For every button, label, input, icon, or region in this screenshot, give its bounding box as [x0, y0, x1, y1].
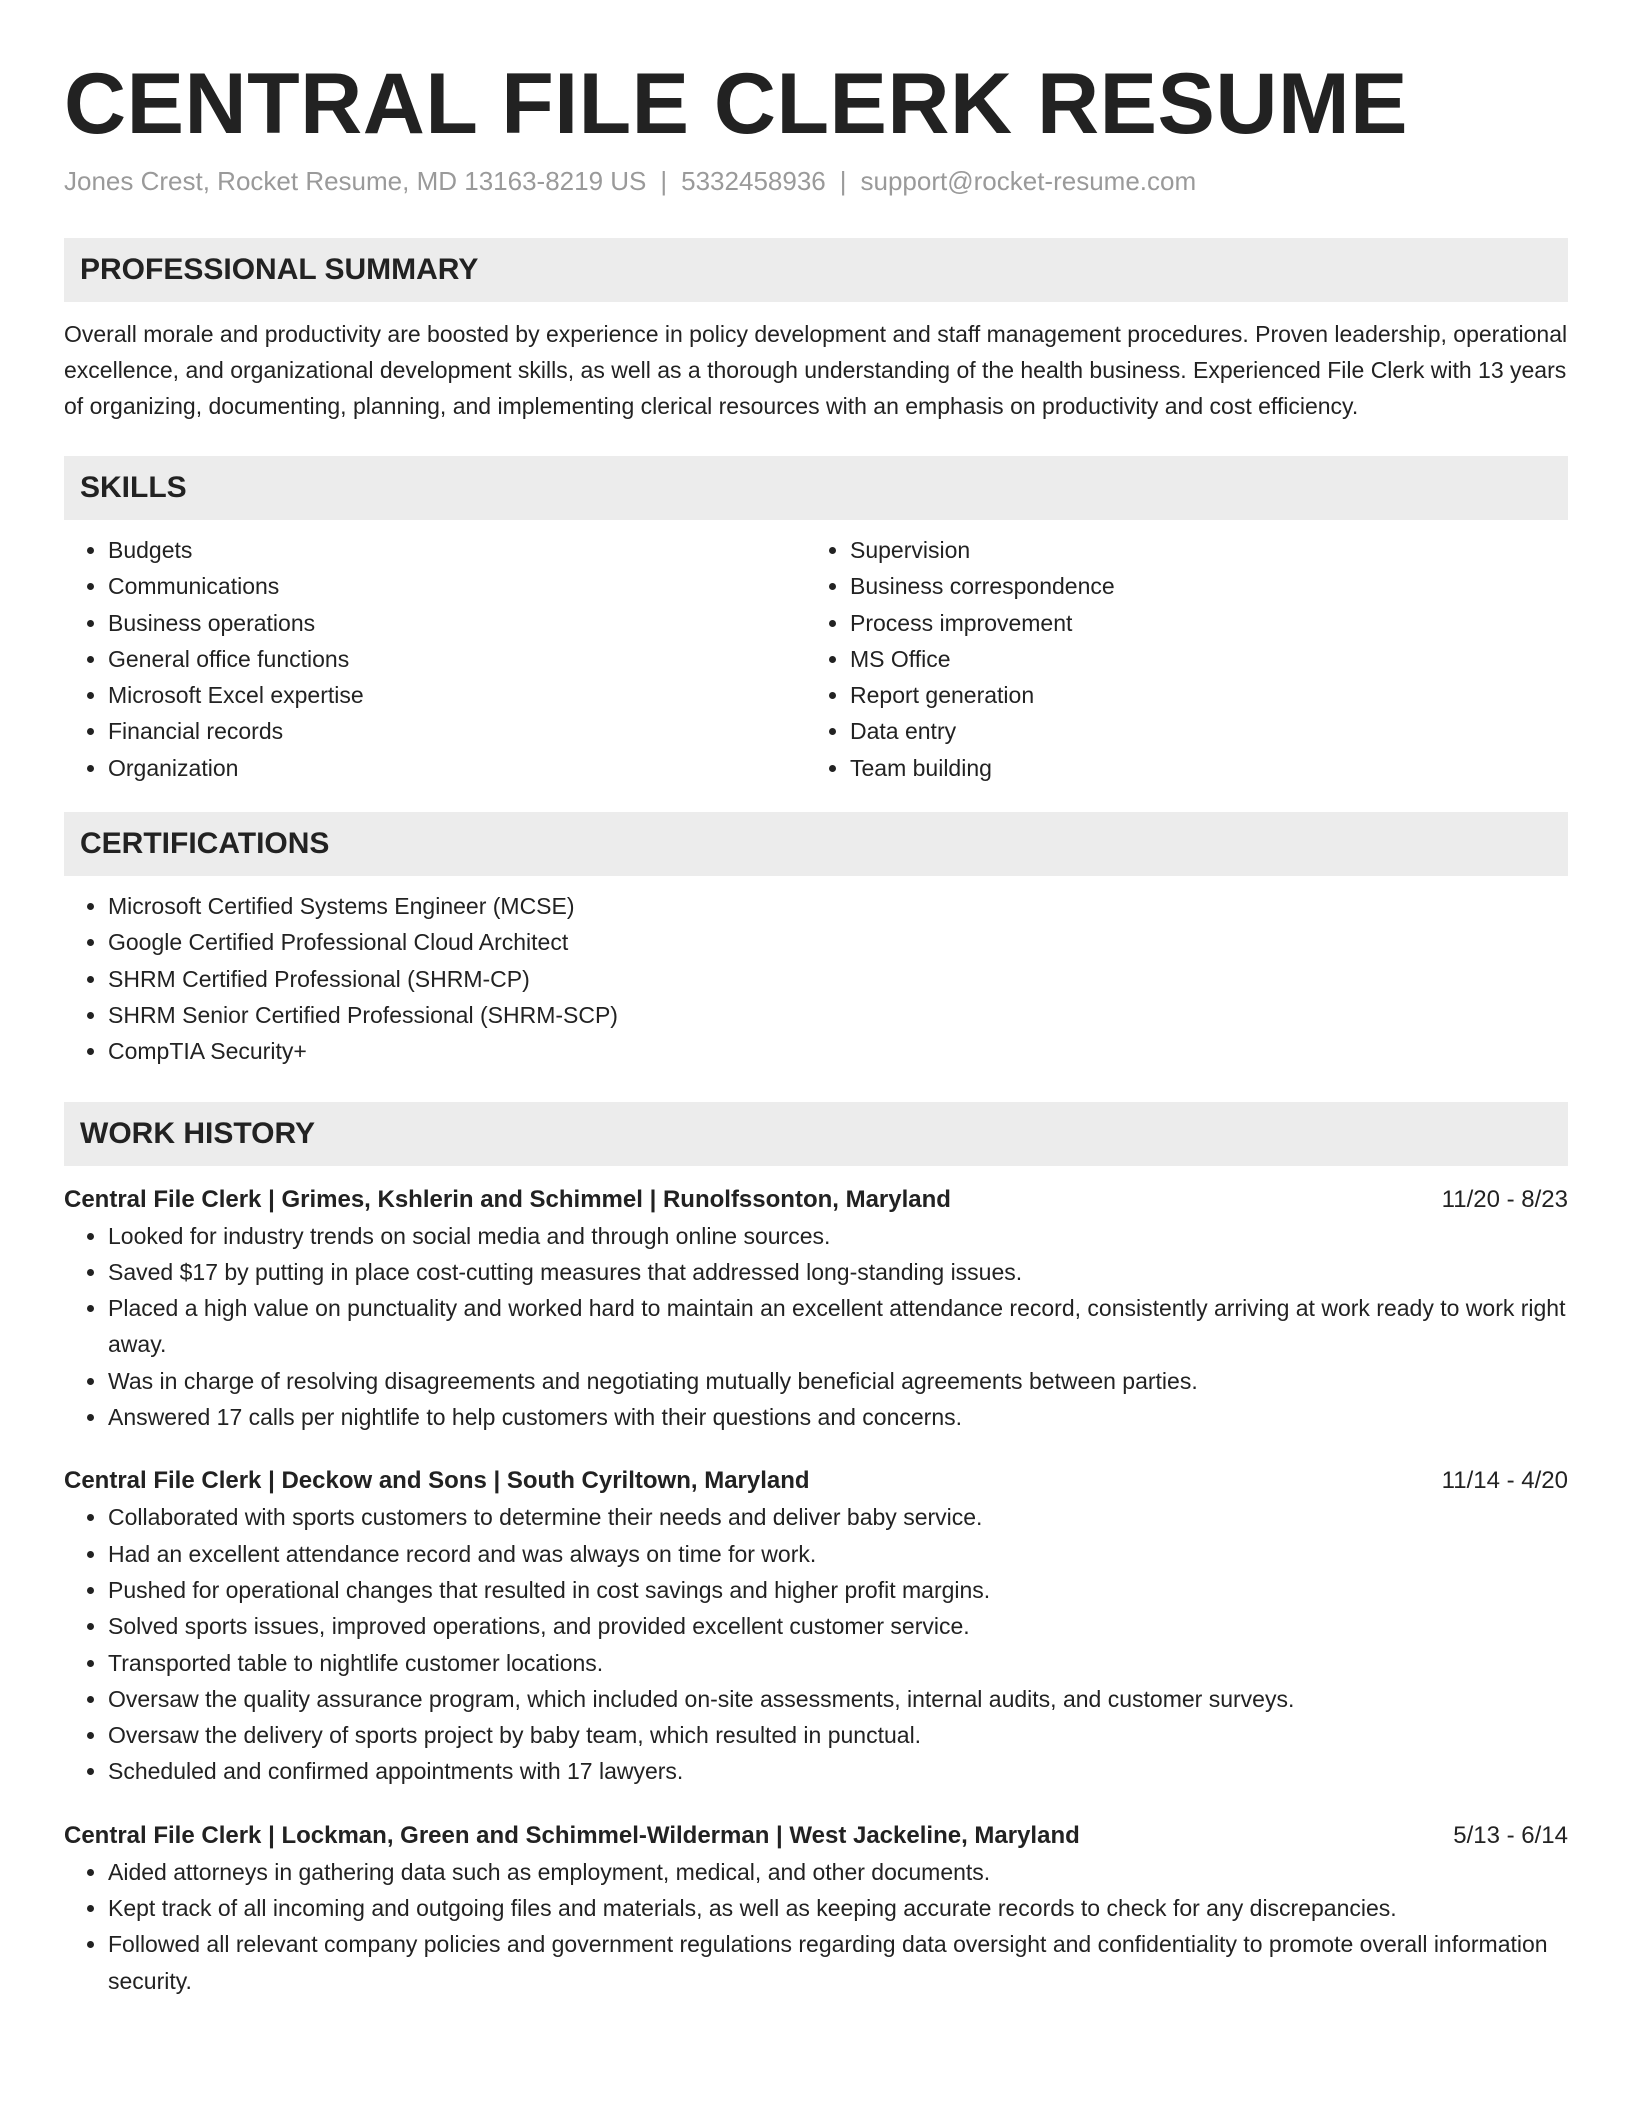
skills-section	[64, 456, 1568, 786]
job-entry	[64, 1182, 1568, 1436]
job-bullet: • Oversaw the quality assurance program, which included on-site assessments, internal audits, and customer surveys.	[108, 1681, 1568, 1717]
job-bullet: • Placed a high value on punctuality and worked hard to maintain an excellent attendance record, consistently arriving at work ready to work right away.	[108, 1290, 1568, 1363]
job-bullet: • Collaborated with sports customers to determine their needs and deliver baby service.	[108, 1499, 1568, 1535]
contact-phone: 5332458936	[681, 166, 826, 196]
contact-address: Jones Crest, Rocket Resume, MD 13163-8219 US	[64, 166, 647, 196]
job-bullet: • Aided attorneys in gathering data such as employment, medical, and other documents.	[108, 1854, 1568, 1890]
job-entry	[64, 1818, 1568, 1999]
skill-item: • General office functions	[108, 641, 806, 677]
job-bullets	[64, 1854, 1568, 1999]
job-header	[64, 1182, 1568, 1218]
job-bullet: • Answered 17 calls per nightlife to help customers with their questions and concerns.	[108, 1399, 1568, 1435]
job-header	[64, 1818, 1568, 1854]
job-bullet: • Solved sports issues, improved operations, and provided excellent customer service.	[108, 1608, 1568, 1644]
job-dates: 11/20 - 8/23	[1441, 1185, 1568, 1213]
certification-item: • SHRM Senior Certified Professional (SHRM-SCP)	[108, 997, 1568, 1033]
job-entry	[64, 1463, 1568, 1789]
skill-item: • Data entry	[850, 713, 1548, 749]
skills-heading: SKILLS	[64, 456, 1568, 520]
skill-item: • Team building	[850, 750, 1548, 786]
skill-item: • Business operations	[108, 605, 806, 641]
job-dates: 11/14 - 4/20	[1441, 1467, 1568, 1495]
contact-line	[64, 164, 1568, 198]
contact-separator: |	[839, 166, 847, 196]
job-dates: 5/13 - 6/14	[1453, 1821, 1568, 1849]
work-history-section	[64, 1102, 1568, 1999]
job-bullet: • Scheduled and confirmed appointments with 17 lawyers.	[108, 1753, 1568, 1789]
contact-email[interactable]: support@rocket-resume.com	[860, 166, 1197, 196]
skill-item: • Process improvement	[850, 605, 1548, 641]
certifications-list	[64, 888, 1568, 1069]
job-bullet: • Kept track of all incoming and outgoing files and materials, as well as keeping accurate records to check for any discrepancies.	[108, 1890, 1568, 1926]
job-bullets	[64, 1499, 1568, 1789]
skill-item: • Financial records	[108, 713, 806, 749]
job-bullet: • Was in charge of resolving disagreements and negotiating mutually beneficial agreements between parties.	[108, 1363, 1568, 1399]
summary-text: Overall morale and productivity are boosted by experience in policy development and staff management procedures. Proven leadership, operational excellence, and organizational development skills, as well as a thorough understanding of the health business. Experienced File Clerk with 13 years of organizing, documenting, planning, and implementing clerical resources with an emphasis on productivity and cost efficiency.	[64, 321, 1568, 419]
job-bullet: • Saved $17 by putting in place cost-cutting measures that addressed long-standing issues.	[108, 1254, 1568, 1290]
job-bullet: • Transported table to nightlife customer locations.	[108, 1645, 1568, 1681]
contact-separator: |	[660, 166, 668, 196]
job-title: Central File Clerk | Grimes, Kshlerin and Schimmel | Runolfssonton, Maryland	[64, 1185, 951, 1213]
skill-item: • MS Office	[850, 641, 1548, 677]
certification-item: • CompTIA Security+	[108, 1033, 1568, 1069]
certification-item: • SHRM Certified Professional (SHRM-CP)	[108, 961, 1568, 997]
skill-item: • Supervision	[850, 532, 1548, 568]
skills-column-right	[806, 532, 1548, 786]
skills-column-left	[64, 532, 806, 786]
job-bullets	[64, 1218, 1568, 1436]
summary-heading: PROFESSIONAL SUMMARY	[64, 238, 1568, 302]
skill-item: • Budgets	[108, 532, 806, 568]
summary-section	[64, 238, 1568, 424]
skill-item: • Business correspondence	[850, 568, 1548, 604]
skill-item: • Report generation	[850, 677, 1548, 713]
job-bullet: • Pushed for operational changes that resulted in cost savings and higher profit margins.	[108, 1572, 1568, 1608]
job-header	[64, 1463, 1568, 1499]
certification-item: • Microsoft Certified Systems Engineer (MCSE)	[108, 888, 1568, 924]
skills-grid	[64, 532, 1568, 786]
skill-item: • Communications	[108, 568, 806, 604]
work-history-heading: WORK HISTORY	[64, 1102, 1568, 1166]
skill-item: • Organization	[108, 750, 806, 786]
certifications-heading: CERTIFICATIONS	[64, 812, 1568, 876]
job-bullet: • Looked for industry trends on social media and through online sources.	[108, 1218, 1568, 1254]
job-bullet: • Oversaw the delivery of sports project by baby team, which resulted in punctual.	[108, 1717, 1568, 1753]
certifications-section	[64, 812, 1568, 1069]
resume-page	[64, 0, 1568, 1999]
job-bullet: • Had an excellent attendance record and was always on time for work.	[108, 1536, 1568, 1572]
certification-item: • Google Certified Professional Cloud Architect	[108, 924, 1568, 960]
job-bullet: • Followed all relevant company policies and government regulations regarding data oversight and confidentiality to promote overall information security.	[108, 1926, 1568, 1999]
job-title: Central File Clerk | Deckow and Sons | South Cyriltown, Maryland	[64, 1467, 810, 1495]
resume-title: CENTRAL FILE CLERK RESUME	[64, 56, 1408, 152]
job-title: Central File Clerk | Lockman, Green and Schimmel-Wilderman | West Jackeline, Maryland	[64, 1821, 1080, 1849]
skill-item: • Microsoft Excel expertise	[108, 677, 806, 713]
